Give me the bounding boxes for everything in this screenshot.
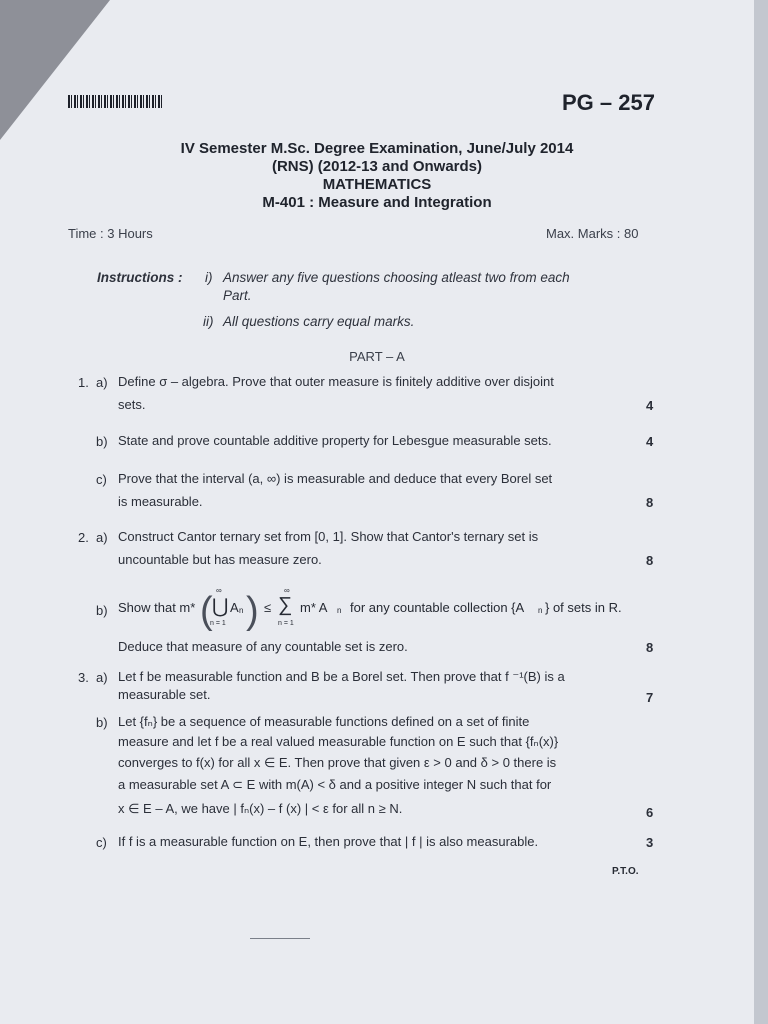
- right-paren-icon: ): [246, 590, 259, 632]
- q2b-show-text: Show that m*: [118, 600, 196, 615]
- q2b-line2: Deduce that measure of any countable set is zero.: [118, 639, 408, 654]
- q2b-sum-sub: n = 1: [278, 620, 294, 627]
- q3b-line4: a measurable set A ⊂ E with m(A) < δ and a positive integer N such that for: [118, 777, 552, 792]
- q3b-line5: x ∈ E – A, we have | fₙ(x) – f (x) | < ε for all n ≥ N.: [118, 801, 403, 816]
- subject: MATHEMATICS: [322, 176, 432, 193]
- q1b-label: b): [96, 434, 108, 449]
- q2a-marks: 8: [646, 553, 654, 568]
- q2b-mA-sub: n: [337, 606, 342, 615]
- part-heading: PART – A: [349, 349, 405, 364]
- q1c-line1: Prove that the interval (a, ∞) is measurable and deduce that every Borel set: [118, 471, 553, 486]
- instr-ii-text: All questions carry equal marks.: [223, 314, 415, 329]
- q3c-label: c): [96, 835, 107, 850]
- q2b-label: b): [96, 603, 108, 618]
- scheme-line: (RNS) (2012-13 and Onwards): [271, 158, 483, 175]
- q1c-line2: is measurable.: [118, 494, 203, 509]
- q1c-marks: 8: [646, 495, 654, 510]
- q2b-tail-sub: n: [538, 606, 543, 615]
- q3a-marks: 7: [646, 690, 654, 705]
- max-marks: Max. Marks : 80: [546, 226, 639, 241]
- q1a-label: a): [96, 375, 108, 390]
- course-title: M-401 : Measure and Integration: [262, 194, 492, 211]
- left-paren-icon: (: [200, 590, 213, 632]
- ink-mark: [250, 938, 310, 939]
- q3a-line1: Let f be measurable function and B be a Borel set. Then prove that f ⁻¹(B) is a: [118, 669, 565, 684]
- q3b-line1: Let {fₙ} be a sequence of measurable functions defined on a set of finite: [118, 714, 530, 729]
- q2b-union: ⋃: [212, 596, 229, 618]
- q3-number: 3.: [78, 670, 89, 685]
- time: Time : 3 Hours: [68, 226, 153, 241]
- q2a-label: a): [96, 530, 108, 545]
- q2b-marks: 8: [646, 640, 654, 655]
- q3a-line2: measurable set.: [118, 687, 211, 702]
- instr-i-text2: Part.: [223, 288, 252, 303]
- q1c-label: c): [96, 472, 107, 487]
- q3c-line1: If f is a measurable function on E, then prove that | f | is also measurable.: [118, 834, 539, 849]
- q2b-mA: m* A: [300, 600, 328, 615]
- q3a-label: a): [96, 670, 108, 685]
- q3b-marks: 6: [646, 805, 654, 820]
- q2b-union-sub: n = 1: [210, 620, 226, 627]
- q2b-A-sub: n: [239, 606, 244, 615]
- page-edge: [754, 0, 768, 1024]
- q1-number: 1.: [78, 375, 89, 390]
- q3c-marks: 3: [646, 835, 654, 850]
- exam-title: IV Semester M.Sc. Degree Examination, June/July 2014: [180, 140, 574, 157]
- q2a-line1: Construct Cantor ternary set from [0, 1]. Show that Cantor's ternary set is: [118, 529, 539, 544]
- q1a-line1: Define σ – algebra. Prove that outer measure is finitely additive over disjoint: [118, 374, 554, 389]
- q2b-le: ≤: [264, 600, 272, 615]
- q1b-line1: State and prove countable additive property for Lebesgue measurable sets.: [118, 433, 552, 448]
- q2b-tail: for any countable collection {A: [350, 600, 525, 615]
- pto: P.T.O.: [612, 866, 639, 877]
- q2b-sum-sup: ∞: [284, 586, 290, 595]
- q3b-line2: measure and let f be a real valued measurable function on E such that {fₙ(x)}: [118, 734, 559, 749]
- q3b-line3: converges to f(x) for all x ∈ E. Then prove that given ε > 0 and δ > 0 there is: [118, 755, 557, 770]
- instructions-label: Instructions :: [97, 270, 183, 285]
- instr-ii-num: ii): [203, 314, 214, 329]
- q1a-line2: sets.: [118, 397, 146, 412]
- instructions: [97, 270, 637, 329]
- instr-i-text: Answer any five questions choosing atleast two from each: [223, 270, 570, 285]
- paper-code: PG – 257: [562, 90, 655, 115]
- instr-i-num: i): [205, 270, 213, 285]
- q3b-label: b): [96, 715, 108, 730]
- q2b-A: A: [230, 600, 239, 615]
- q2b-formula: [118, 586, 638, 634]
- q2b-tail2: } of sets in R.: [545, 600, 622, 615]
- q1b-marks: 4: [646, 434, 654, 449]
- barcode: [68, 95, 164, 108]
- q2a-line2: uncountable but has measure zero.: [118, 552, 322, 567]
- q2-number: 2.: [78, 530, 89, 545]
- q1a-marks: 4: [646, 398, 654, 413]
- q2b-sum: ∑: [278, 594, 293, 616]
- q2b-union-sup: ∞: [216, 586, 222, 595]
- folded-corner: [0, 0, 110, 140]
